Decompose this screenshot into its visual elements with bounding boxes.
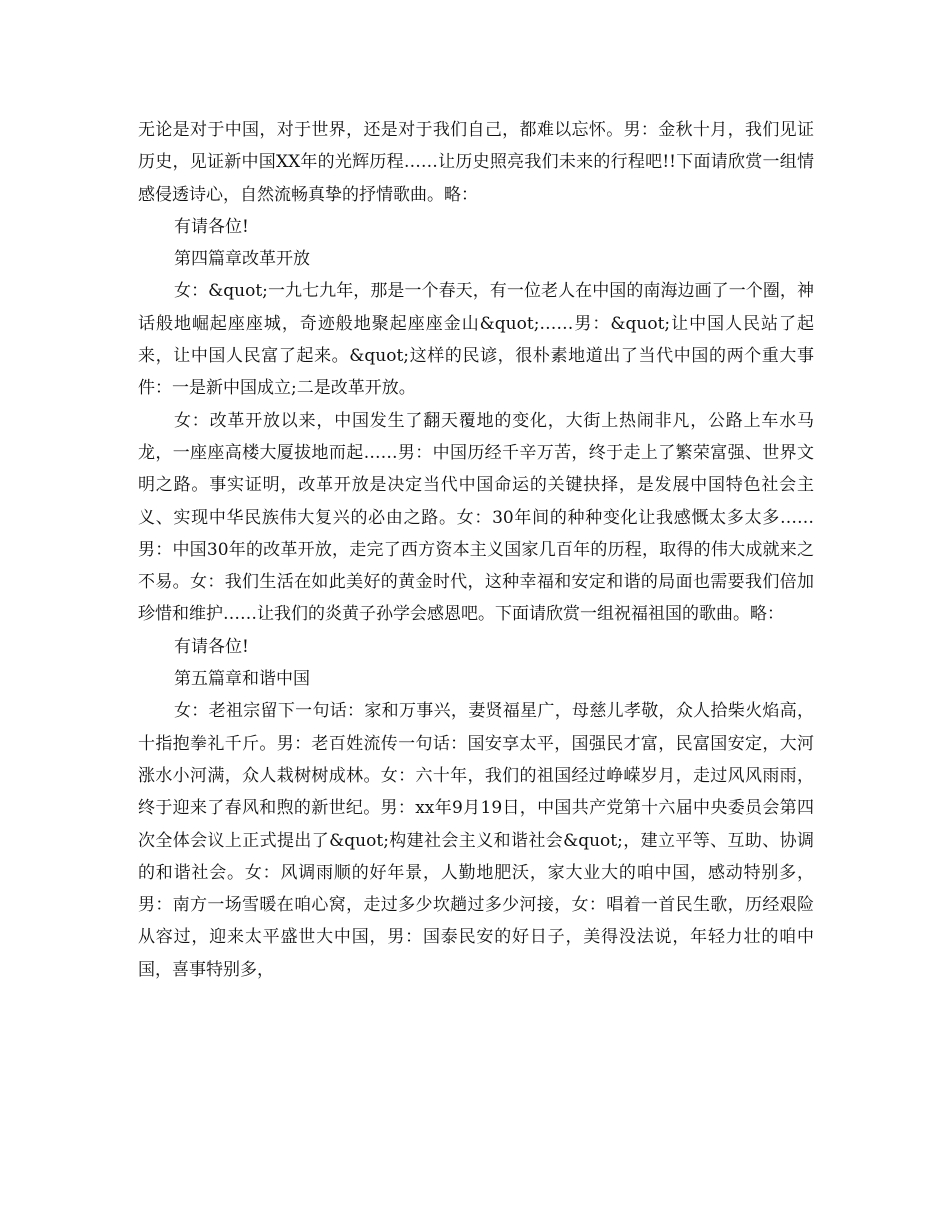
- paragraph-harmony-dialogue: 女：老祖宗留下一句话：家和万事兴，妻贤福星广，母慈儿孝敬，众人拾柴火焰高，十指抱拳礼千斤。男：老百姓流传一句话：国安享太平，国强民才富，民富国安定，大河涨水小河满，众人栽树树成林。女：六十年，我们的祖国经过峥嵘岁月，走过风风雨雨，终于迎来了春风和煦的新世纪。男：xx年9月19日，中国共产党第十六届中央委员会第四次全体会议上正式提出了&quot;构建社会主义和谐社会&quot;，建立平等、互助、协调的和谐社会。女：风调雨顺的好年景，人勤地肥沃，家大业大的咱中国，感动特别多，男：南方一场雪暖在咱心窝，走过多少坎趟过多少河接，女：唱着一首民生歌，历经艰险从容过，迎来太平盛世大中国，男：国泰民安的好日子，美得没法说，年轻力壮的咱中国，喜事特别多，: [138, 701, 814, 980]
- section-heading-harmony: 第五篇章和谐中国: [174, 669, 310, 690]
- paragraph-reform-intro: 女：&quot;一九七九年，那是一个春天，有一位老人在中国的南海边画了一个圈，神话般地崛起座座城，奇迹般地聚起座座金山&quot;……男：&quot;让中国人民站了起来，让中国人民富了起来。&quot;这样的民谚，很朴素地道出了当代中国的两个重大事件：一是新中国成立;二是改革开放。: [138, 281, 814, 399]
- document-body: [138, 114, 814, 986]
- paragraph-invitation: 有请各位!: [174, 216, 249, 237]
- paragraph-continuation: 无论是对于中国，对于世界，还是对于我们自己，都难以忘怀。男：金秋十月，我们见证历史，见证新中国XX年的光辉历程……让历史照亮我们未来的行程吧!!下面请欣赏一组情感侵透诗心，自然流畅真挚的抒情歌曲。略：: [138, 120, 814, 205]
- section-heading-reform: 第四篇章改革开放: [174, 249, 310, 270]
- paragraph-invitation: 有请各位!: [174, 636, 249, 657]
- paragraph-reform-dialogue: 女：改革开放以来，中国发生了翻天覆地的变化，大街上热闹非凡，公路上车水马龙，一座座高楼大厦拔地而起……男：中国历经千辛万苦，终于走上了繁荣富强、世界文明之路。事实证明，改革开放是决定当代中国命运的关键抉择，是发展中国特色社会主义、实现中华民族伟大复兴的必由之路。女：30年间的种种变化让我感慨太多太多……男：中国30年的改革开放，走完了西方资本主义国家几百年的历程，取得的伟大成就来之不易。女：我们生活在如此美好的黄金时代，这种幸福和安定和谐的局面也需要我们倍加珍惜和维护……让我们的炎黄子孙学会感恩吧。下面请欣赏一组祝福祖国的歌曲。略：: [138, 410, 814, 625]
